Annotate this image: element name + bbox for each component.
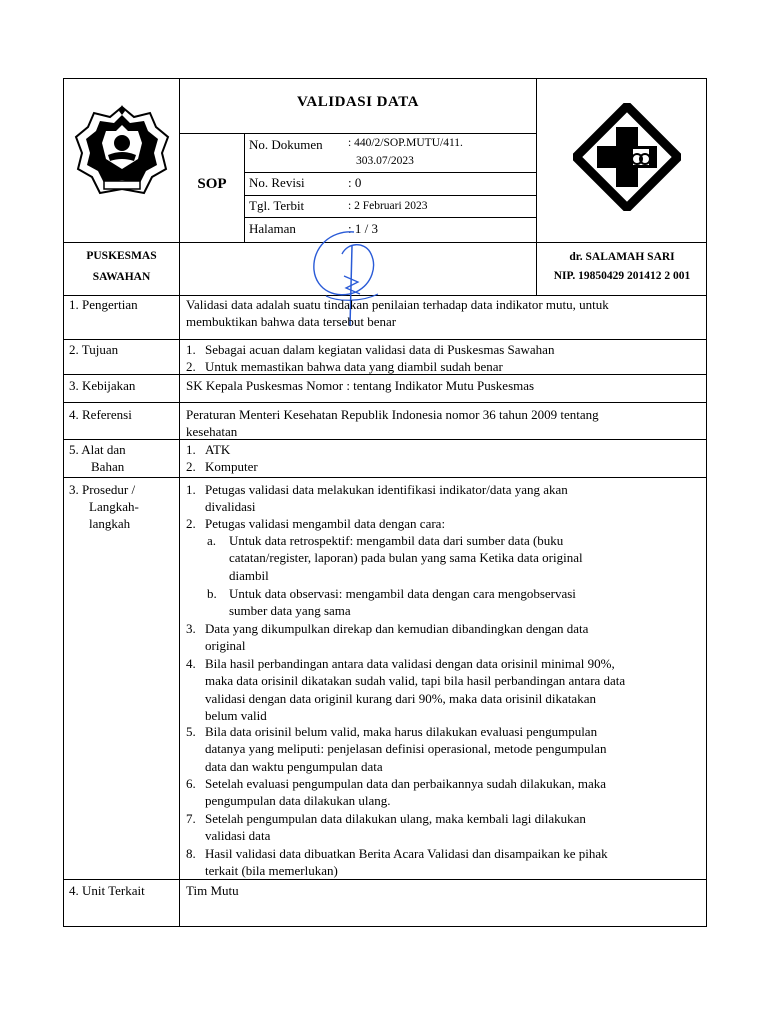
unit-text: Tim Mutu bbox=[186, 883, 239, 898]
procedure-step-line: Petugas validasi data melakukan identifikasi indikator/data yang akan bbox=[205, 482, 568, 497]
pengertian-line-1: Validasi data adalah suatu tindakan penilaian terhadap data indikator mutu, untuk bbox=[186, 297, 609, 312]
rule-field-1 bbox=[244, 172, 536, 173]
tujuan-item-1: Sebagai acuan dalam kegiatan validasi data di Puskesmas Sawahan bbox=[205, 342, 555, 357]
rule-title-bottom bbox=[179, 133, 536, 134]
procedure-step-line: datanya yang meliputi: penjelasan definisi operasional, metode pengumpulan bbox=[205, 741, 607, 757]
procedure-step-line: pengumpulan data dilakukan ulang. bbox=[205, 793, 391, 809]
pengertian-line-2: membuktikan bahwa data tersebut benar bbox=[186, 314, 397, 329]
procedure-step-line: Setelah pengumpulan data dilakukan ulang, maka kembali lagi dilakukan bbox=[205, 811, 586, 826]
procedure-substep-letter: a. bbox=[207, 533, 217, 548]
section-label-kebijakan: 3. Kebijakan bbox=[69, 378, 136, 393]
field-value-no-dokumen-cont: 303.07/2023 bbox=[356, 155, 414, 167]
field-label-no-dokumen: No. Dokumen bbox=[249, 137, 323, 152]
procedure-step-number: 8. bbox=[186, 846, 196, 861]
procedure-step-line: divalidasi bbox=[205, 499, 256, 515]
rule-field-2 bbox=[244, 195, 536, 196]
procedure-substep-line: sumber data yang sama bbox=[229, 603, 351, 619]
sop-label: SOP bbox=[197, 176, 227, 192]
procedure-step-line: data dan waktu pengumpulan data bbox=[205, 758, 383, 774]
procedure-substep-line: Untuk data retrospektif: mengambil data dari sumber data (buku bbox=[229, 533, 564, 548]
procedure-substep-line: catatan/register, laporan) pada bulan yang sama Ketika data original bbox=[229, 550, 583, 566]
field-value-tgl-terbit: : 2 Februari 2023 bbox=[348, 200, 428, 212]
alat-number-1: 1. bbox=[186, 442, 196, 457]
rule-pengertian-bottom bbox=[63, 339, 707, 340]
procedure-step-number: 4. bbox=[186, 656, 196, 671]
section-label-alat-line2: Bahan bbox=[91, 459, 125, 474]
procedure-step-line: original bbox=[205, 638, 246, 654]
head-name: dr. SALAMAH SARI bbox=[569, 251, 675, 263]
kebijakan-text: SK Kepala Puskesmas Nomor : tentang Indikator Mutu Puskesmas bbox=[186, 378, 535, 393]
procedure-step-line: Data yang dikumpulkan direkap dan kemudian dibandingkan dengan data bbox=[205, 621, 589, 636]
procedure-step-line: Bila hasil perbandingan antara data validasi dengan data orisinil minimal 90%, bbox=[205, 656, 615, 671]
procedure-step-number: 1. bbox=[186, 482, 196, 497]
field-value-halaman: : 1 / 3 bbox=[348, 221, 378, 236]
procedure-substep-letter: b. bbox=[207, 586, 217, 601]
procedure-step-line: Setelah evaluasi pengumpulan data dan perbaikannya sudah dilakukan, maka bbox=[205, 776, 607, 791]
procedure-step-line: maka data orisinil dikatakan sudah valid, tapi bila hasil perbandingan antara data bbox=[205, 673, 626, 689]
document-title: VALIDASI DATA bbox=[297, 94, 419, 110]
procedure-step-number: 5. bbox=[186, 724, 196, 739]
procedure-step-line: terkait (bila memerlukan) bbox=[205, 863, 338, 879]
procedure-step-line: Bila data orisinil belum valid, maka harus dilakukan evaluasi pengumpulan bbox=[205, 724, 598, 739]
field-label-no-revisi: No. Revisi bbox=[249, 175, 305, 190]
rule-field-3 bbox=[244, 217, 536, 218]
section-label-referensi: 4. Referensi bbox=[69, 407, 132, 422]
section-label-tujuan: 2. Tujuan bbox=[69, 342, 119, 357]
procedure-step-number: 6. bbox=[186, 776, 196, 791]
rule-kebijakan-bottom bbox=[63, 402, 707, 403]
rule-left-column bbox=[179, 78, 180, 927]
section-label-unit: 4. Unit Terkait bbox=[69, 883, 145, 898]
head-nip: NIP. 19850429 201412 2 001 bbox=[553, 270, 691, 282]
procedure-substep-line: diambil bbox=[229, 567, 269, 583]
procedure-step-line: belum valid bbox=[205, 707, 267, 723]
alat-item-1: ATK bbox=[205, 442, 231, 457]
section-label-prosedur-line3: langkah bbox=[89, 516, 131, 531]
rule-alat-bottom bbox=[63, 477, 707, 478]
tujuan-number-2: 2. bbox=[186, 359, 196, 374]
field-value-no-dokumen: : 440/2/SOP.MUTU/411. bbox=[348, 137, 463, 149]
tujuan-number-1: 1. bbox=[186, 342, 196, 357]
org-name-line1: PUSKESMAS bbox=[86, 250, 157, 262]
health-ministry-cross-icon bbox=[573, 103, 681, 211]
alat-item-2: Komputer bbox=[205, 459, 258, 474]
procedure-step-line: validasi data bbox=[205, 828, 271, 844]
procedure-step-number: 2. bbox=[186, 516, 196, 531]
regional-emblem-icon bbox=[72, 103, 172, 201]
alat-number-2: 2. bbox=[186, 459, 196, 474]
procedure-step-number: 3. bbox=[186, 621, 196, 636]
section-label-pengertian: 1. Pengertian bbox=[69, 297, 138, 312]
procedure-step-line: Petugas validasi mengambil data dengan cara: bbox=[205, 516, 446, 531]
rule-sop-column bbox=[244, 133, 245, 242]
section-label-alat-line1: 5. Alat dan bbox=[69, 442, 126, 457]
section-label-prosedur-line2: Langkah- bbox=[89, 499, 139, 514]
org-name-line2: SAWAHAN bbox=[92, 271, 151, 283]
referensi-line-2: kesehatan bbox=[186, 424, 238, 439]
procedure-step-line: Hasil validasi data dibuatkan Berita Acara Validasi dan disampaikan ke pihak bbox=[205, 846, 608, 861]
tujuan-item-2: Untuk memastikan bahwa data yang diambil sudah benar bbox=[205, 359, 503, 374]
referensi-line-1: Peraturan Menteri Kesehatan Republik Indonesia nomor 36 tahun 2009 tentang bbox=[186, 407, 599, 422]
field-label-tgl-terbit: Tgl. Terbit bbox=[249, 198, 305, 213]
procedure-step-line: validasi dengan data originil kurang dari 90%, maka data orisinil dikatakan bbox=[205, 690, 596, 706]
field-value-no-revisi: : 0 bbox=[348, 175, 362, 190]
field-label-halaman: Halaman bbox=[249, 221, 296, 236]
section-label-prosedur-line1: 3. Prosedur / bbox=[69, 482, 136, 497]
procedure-substep-line: Untuk data observasi: mengambil data dengan cara mengobservasi bbox=[229, 586, 576, 601]
procedure-step-number: 7. bbox=[186, 811, 196, 826]
